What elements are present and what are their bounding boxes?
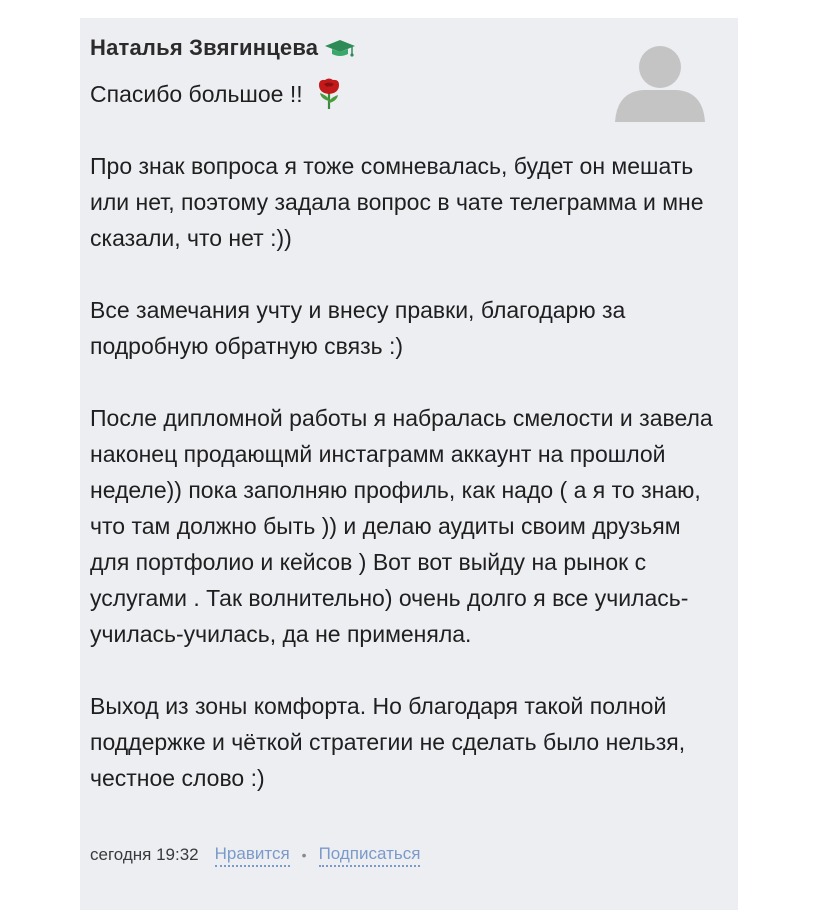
comment-paragraph: Про знак вопроса я тоже сомневалась, будет он мешать или нет, поэтому задала вопрос в чате телеграмма и мне сказали, что нет :)) xyxy=(90,153,704,251)
comment-header xyxy=(90,32,356,64)
comment-paragraph: Все замечания учту и внесу правки, благодарю за подробную обратную связь :) xyxy=(90,297,626,359)
like-link[interactable]: Нравится xyxy=(215,844,290,867)
rose-icon xyxy=(315,77,343,111)
comment-body xyxy=(90,76,720,796)
graduation-cap-icon xyxy=(324,37,356,59)
comment-footer xyxy=(90,840,420,870)
subscribe-link[interactable]: Подписаться xyxy=(319,844,421,867)
comment-paragraph: После дипломной работы я набралась смелости и завела наконец продающмй инстаграмм аккаунт на прошлой неделе)) пока заполняю профиль, как надо ( а я то знаю, что там должно быть )) и делаю аудиты своим друзьям для портфолио и кейсов ) Вот вот выйду на рынок с услугами . Так волнительно) очень долго я все училась-училась-училась, да не применяла. xyxy=(90,405,713,647)
footer-separator: • xyxy=(301,847,307,863)
comment-paragraph: Выход из зоны комфорта. Но благодаря такой полной поддержке и чёткой стратегии не сделать было нельзя, честное слово :) xyxy=(90,693,686,791)
comment-card xyxy=(80,18,738,910)
comment-timestamp: сегодня 19:32 xyxy=(90,845,199,864)
greeting-line xyxy=(90,76,720,112)
greeting-text: Спасибо большое !! xyxy=(90,81,303,107)
author-name[interactable]: Наталья Звягинцева xyxy=(90,35,319,60)
